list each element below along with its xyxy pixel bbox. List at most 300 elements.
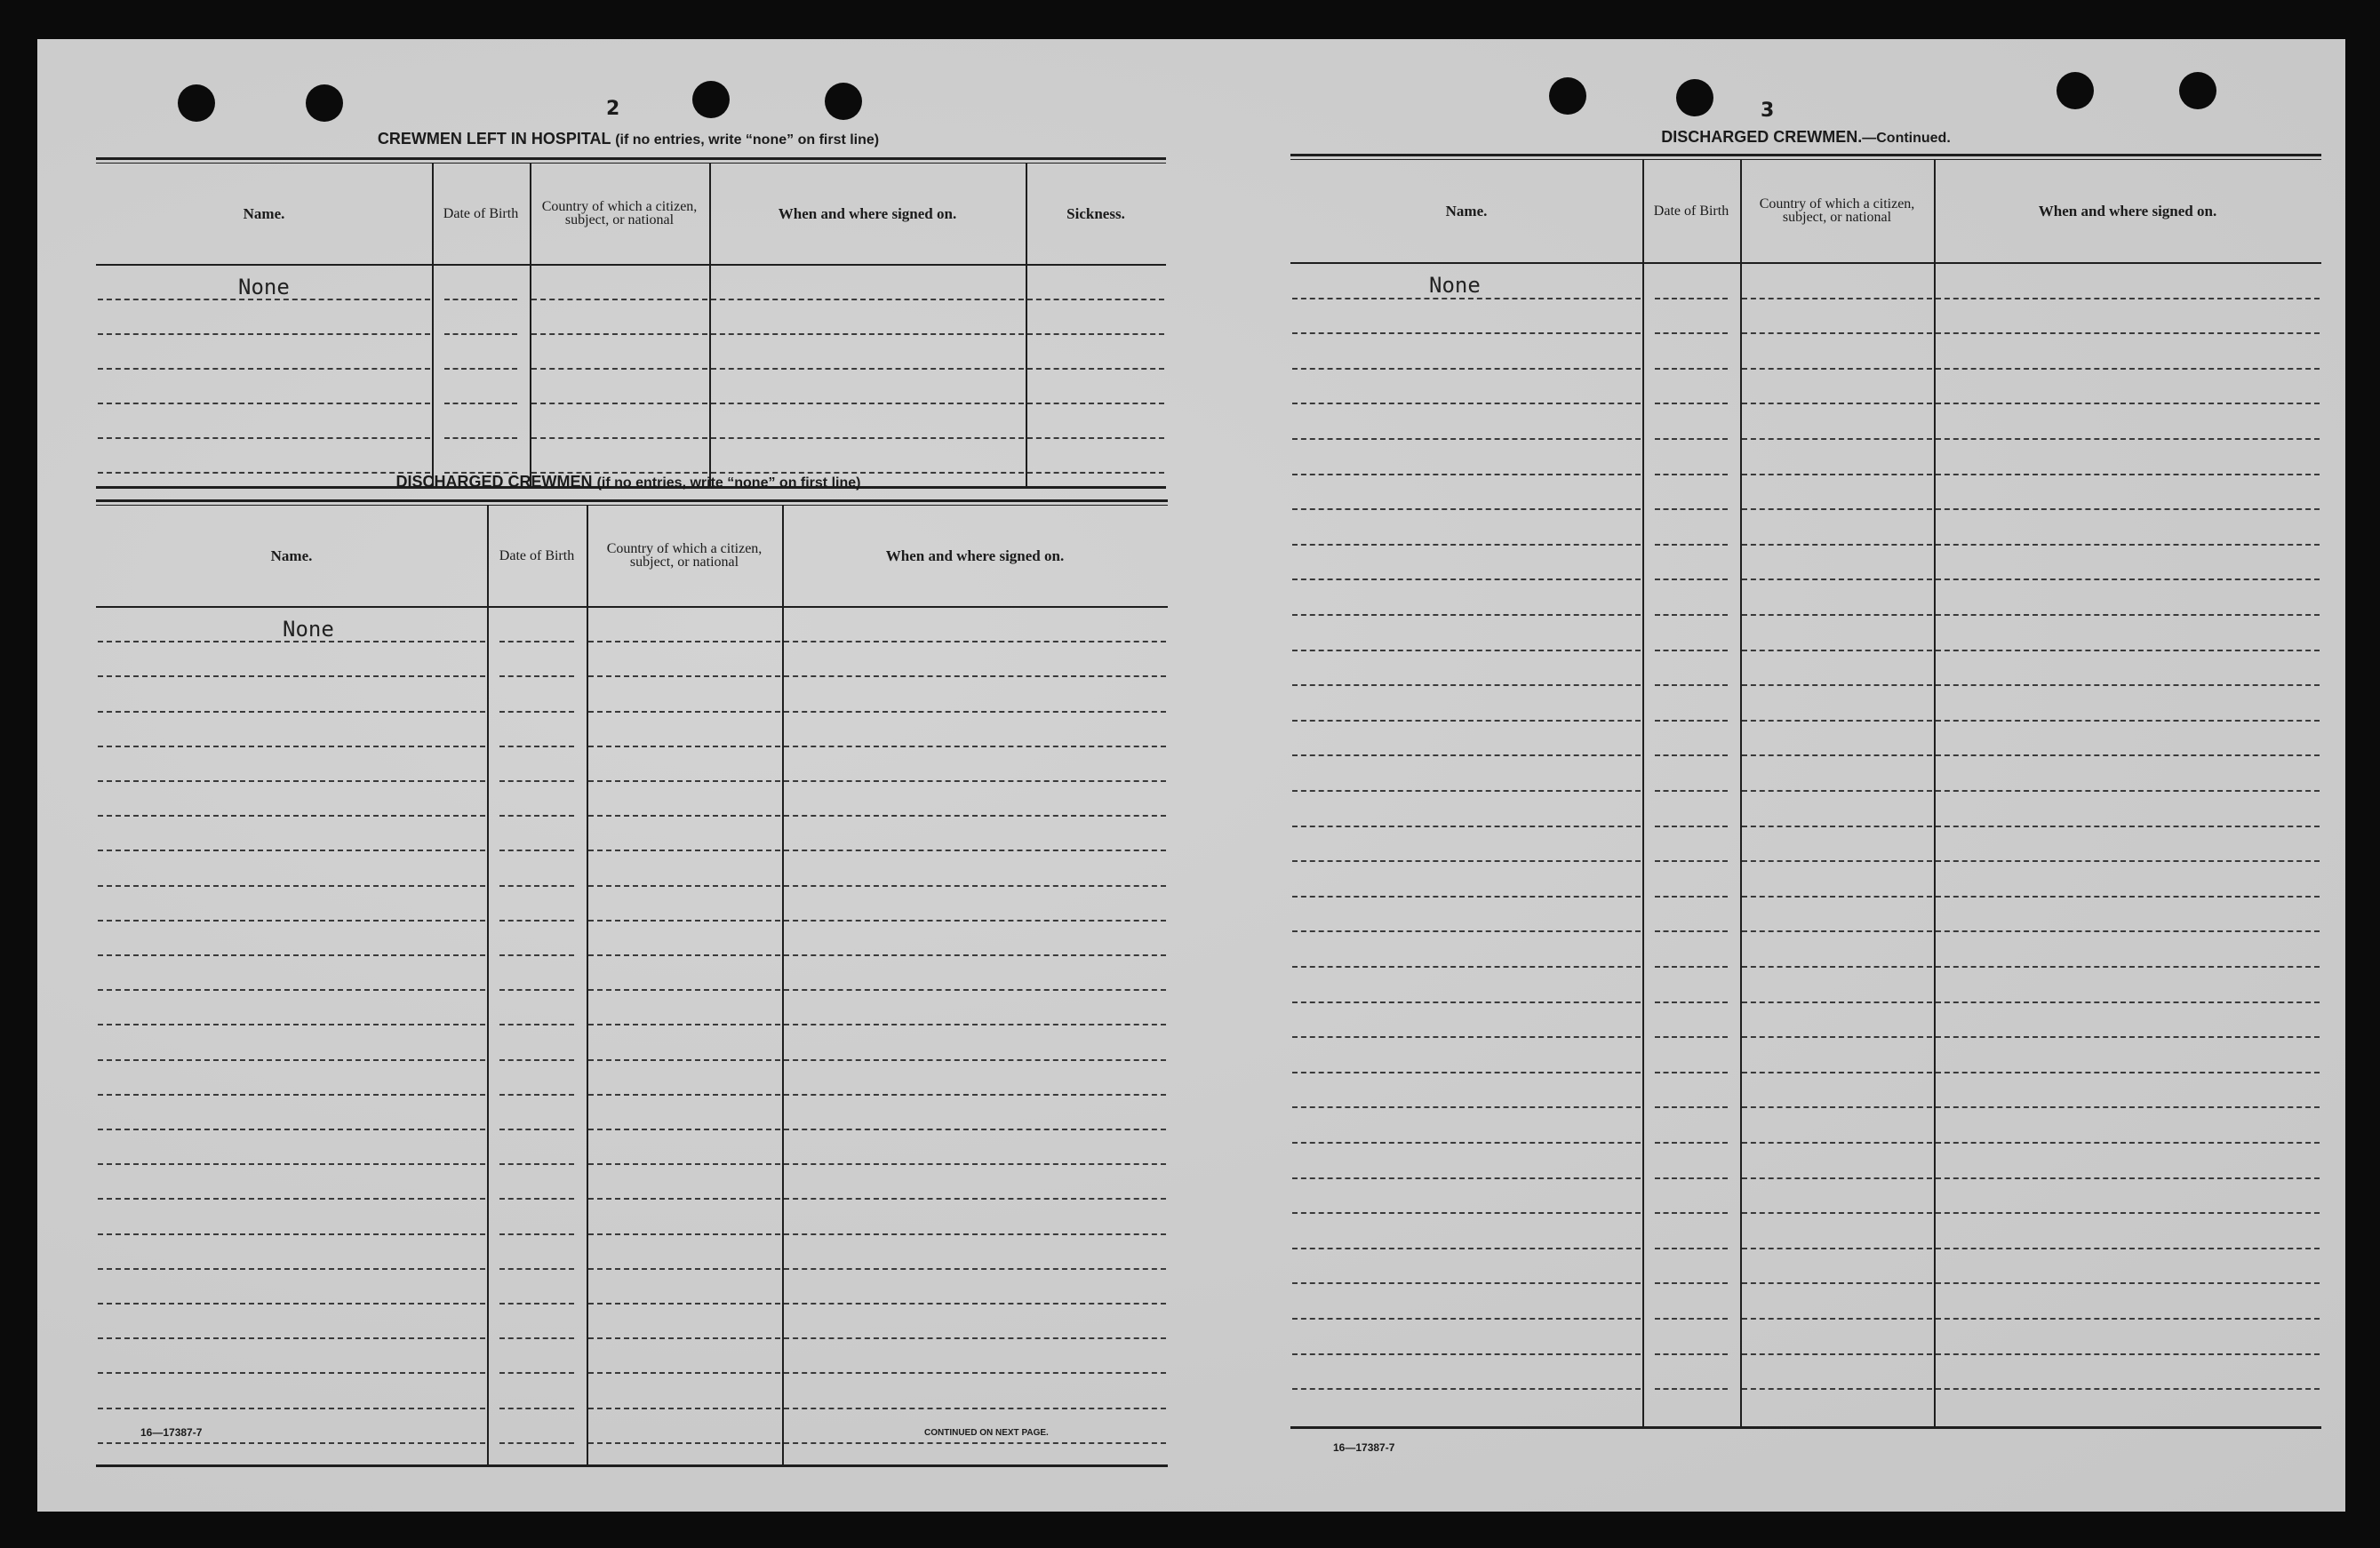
entry-line [1292, 1106, 1641, 1108]
column-divider [487, 505, 489, 1466]
entry-line [1936, 1142, 2320, 1144]
entry-line [1655, 720, 1728, 722]
entry-line [784, 1337, 1166, 1339]
entry-line [1742, 1318, 1932, 1320]
entry-line [588, 954, 780, 956]
first-entry: None [1429, 273, 1481, 298]
entry-line [1936, 1212, 2320, 1214]
entry-line [1655, 1142, 1728, 1144]
entry-line [1292, 579, 1641, 580]
entry-line [1742, 1001, 1932, 1003]
entry-line [588, 1442, 780, 1444]
entry-line [588, 1233, 780, 1235]
entry-line [1742, 579, 1932, 580]
entry-line [1742, 826, 1932, 827]
entry-line [1742, 332, 1932, 334]
entry-line [588, 920, 780, 922]
column-divider [432, 163, 434, 488]
entry-line [1936, 438, 2320, 440]
entry-line [1655, 930, 1728, 932]
entry-line [1292, 438, 1641, 440]
entry-line [1292, 966, 1641, 968]
entry-line [1936, 1177, 2320, 1179]
entry-line [1655, 1318, 1728, 1320]
entry-line [1742, 1248, 1932, 1249]
entry-line [499, 1408, 574, 1409]
column-header: Date of Birth [499, 547, 575, 563]
entry-line [1742, 1388, 1932, 1390]
entry-line [499, 989, 574, 991]
entry-line [588, 1129, 780, 1130]
punch-hole [692, 81, 730, 118]
entry-line [1742, 1353, 1932, 1355]
entry-line [499, 1163, 574, 1165]
entry-line [1742, 896, 1932, 898]
entry-line [588, 1408, 780, 1409]
punch-hole [1676, 79, 1713, 116]
first-entry: None [238, 275, 290, 299]
entry-line [1292, 826, 1641, 827]
column-divider [1026, 163, 1027, 488]
entry-line [1292, 720, 1641, 722]
entry-line [1936, 896, 2320, 898]
entry-line [1936, 754, 2320, 756]
page-number: 3 [1761, 100, 1775, 122]
entry-line [1655, 896, 1728, 898]
entry-line [784, 675, 1166, 677]
top-rule [96, 157, 1166, 160]
continued-note: CONTINUED ON NEXT PAGE. [924, 1428, 1049, 1438]
page-number: 2 [606, 98, 620, 120]
column-header: When and where signed on. [778, 204, 957, 222]
entry-line [784, 1303, 1166, 1305]
column-header: When and where signed on. [2038, 202, 2217, 219]
entry-line [711, 368, 1024, 370]
entry-line [1742, 720, 1932, 722]
entry-line [1292, 1072, 1641, 1073]
hospital-section-title [95, 130, 1162, 148]
entry-line [711, 403, 1024, 404]
entry-line [588, 815, 780, 817]
entry-line [1936, 368, 2320, 370]
entry-line [1655, 474, 1728, 475]
entry-line [499, 1233, 574, 1235]
entry-line [1655, 684, 1728, 686]
entry-line [531, 403, 707, 404]
entry-line [1742, 1142, 1932, 1144]
entry-line [1292, 1001, 1641, 1003]
entry-line [1292, 790, 1641, 792]
entry-line [1655, 1036, 1728, 1038]
column-header: When and where signed on. [885, 547, 1065, 564]
punch-hole [2057, 72, 2094, 109]
column-divider [530, 163, 531, 488]
entry-line [499, 1442, 574, 1444]
entry-line [1742, 1072, 1932, 1073]
entry-line [784, 954, 1166, 956]
entry-line [499, 641, 574, 642]
entry-line [499, 850, 574, 851]
entry-line [444, 368, 517, 370]
header-rule [96, 606, 1168, 608]
entry-line [1742, 403, 1932, 404]
entry-line [588, 1268, 780, 1270]
entry-line [588, 780, 780, 782]
entry-line [98, 333, 430, 335]
entry-line [1742, 1177, 1932, 1179]
entry-line [98, 1442, 485, 1444]
entry-line [1936, 508, 2320, 510]
entry-line [1936, 403, 2320, 404]
entry-line [1655, 579, 1728, 580]
entry-line [499, 780, 574, 782]
entry-line [784, 1163, 1166, 1165]
entry-line [531, 368, 707, 370]
entry-line [1292, 508, 1641, 510]
entry-line [784, 1442, 1166, 1444]
entry-line [784, 885, 1166, 887]
entry-line [1655, 1388, 1728, 1390]
entry-line [98, 1059, 485, 1061]
entry-line [588, 1198, 780, 1200]
header-rule [96, 264, 1166, 266]
entry-line [444, 437, 517, 439]
entry-line [1655, 1353, 1728, 1355]
punch-hole [2179, 72, 2216, 109]
entry-line [588, 641, 780, 642]
entry-line [98, 368, 430, 370]
entry-line [1742, 1282, 1932, 1284]
entry-line [1936, 826, 2320, 827]
entry-line [1027, 333, 1164, 335]
entry-line [588, 711, 780, 713]
punch-hole [825, 83, 862, 120]
entry-line [444, 299, 517, 300]
entry-line [1742, 790, 1932, 792]
entry-line [588, 850, 780, 851]
entry-line [98, 780, 485, 782]
top-rule [96, 163, 1166, 164]
punch-hole [178, 84, 215, 122]
entry-line [1936, 1106, 2320, 1108]
entry-line [784, 1059, 1166, 1061]
entry-line [444, 333, 517, 335]
entry-line [1655, 332, 1728, 334]
entry-line [98, 746, 485, 747]
column-divider [1934, 159, 1936, 1428]
entry-line [98, 920, 485, 922]
entry-line [499, 885, 574, 887]
entry-line [1292, 930, 1641, 932]
entry-line [98, 1337, 485, 1339]
entry-line [1655, 826, 1728, 827]
entry-line [1027, 299, 1164, 300]
entry-line [588, 1024, 780, 1025]
column-header: Name. [1445, 202, 1488, 219]
entry-line [784, 815, 1166, 817]
entry-line [784, 1024, 1166, 1025]
bottom-rule [1290, 1426, 2321, 1429]
entry-line [1742, 1036, 1932, 1038]
entry-line [1742, 614, 1932, 616]
entry-line [784, 780, 1166, 782]
scanned-document [37, 39, 2345, 1512]
entry-line [1292, 403, 1641, 404]
column-divider [1740, 159, 1742, 1428]
entry-line [499, 1337, 574, 1339]
entry-line [784, 746, 1166, 747]
entry-line [1292, 544, 1641, 546]
entry-line [711, 299, 1024, 300]
entry-line [1742, 508, 1932, 510]
entry-line [1936, 579, 2320, 580]
entry-line [499, 815, 574, 817]
entry-line [499, 1372, 574, 1374]
entry-line [98, 815, 485, 817]
entry-line [98, 711, 485, 713]
entry-line [1655, 368, 1728, 370]
entry-line [1027, 403, 1164, 404]
entry-line [1655, 403, 1728, 404]
entry-line [1292, 1142, 1641, 1144]
entry-line [1655, 1177, 1728, 1179]
right-page [1193, 39, 2345, 1512]
entry-line [98, 1268, 485, 1270]
entry-line [1655, 614, 1728, 616]
entry-line [499, 1129, 574, 1130]
entry-line [588, 1303, 780, 1305]
entry-line [1655, 1072, 1728, 1073]
entry-line [1292, 614, 1641, 616]
entry-line [98, 1094, 485, 1096]
entry-line [784, 1233, 1166, 1235]
entry-line [98, 437, 430, 439]
discharged-continued-table [1290, 154, 2321, 1430]
entry-line [98, 675, 485, 677]
column-divider [782, 505, 784, 1466]
column-header: Sickness. [1066, 204, 1125, 222]
entry-line [1936, 684, 2320, 686]
hospital-title-note: (if no entries, write “none” on first line) [615, 132, 880, 148]
entry-line [1936, 966, 2320, 968]
entry-line [1742, 544, 1932, 546]
entry-line [1292, 684, 1641, 686]
entry-line [98, 1408, 485, 1409]
entry-line [1936, 1072, 2320, 1073]
punch-hole [306, 84, 343, 122]
entry-line [98, 850, 485, 851]
entry-line [1292, 650, 1641, 651]
entry-line [1742, 474, 1932, 475]
entry-line [1936, 1001, 2320, 1003]
entry-line [784, 850, 1166, 851]
entry-line [499, 1024, 574, 1025]
entry-line [1936, 1318, 2320, 1320]
entry-line [784, 1372, 1166, 1374]
entry-line [98, 403, 430, 404]
entry-line [98, 954, 485, 956]
entry-line [1936, 474, 2320, 475]
entry-line [1292, 896, 1641, 898]
entry-line [1936, 614, 2320, 616]
entry-line [499, 675, 574, 677]
entry-line [499, 1094, 574, 1096]
entry-line [1292, 1282, 1641, 1284]
entry-line [1742, 754, 1932, 756]
entry-line [1655, 544, 1728, 546]
entry-line [1292, 1353, 1641, 1355]
entry-line [784, 711, 1166, 713]
entry-line [588, 675, 780, 677]
entry-line [1936, 544, 2320, 546]
entry-line [1936, 332, 2320, 334]
entry-line [499, 920, 574, 922]
column-header: Name. [243, 204, 285, 222]
entry-line [1292, 1212, 1641, 1214]
entry-line [98, 1198, 485, 1200]
entry-line [1292, 332, 1641, 334]
entry-line [1292, 860, 1641, 862]
entry-line [1655, 1106, 1728, 1108]
form-number: 16—17387-7 [140, 1426, 203, 1439]
column-header: Date of Birth [1653, 203, 1729, 219]
entry-line [1742, 298, 1932, 299]
entry-line [98, 1024, 485, 1025]
entry-line [1655, 790, 1728, 792]
entry-line [98, 885, 485, 887]
entry-line [1936, 1353, 2320, 1355]
discharged-continued-title [1290, 128, 2321, 147]
entry-line [588, 885, 780, 887]
entry-line [1655, 754, 1728, 756]
entry-line [1655, 1001, 1728, 1003]
entry-line [1292, 368, 1641, 370]
entry-line [1742, 650, 1932, 651]
entry-line [1936, 790, 2320, 792]
entry-line [1292, 1036, 1641, 1038]
entry-line [1742, 438, 1932, 440]
entry-line [1742, 966, 1932, 968]
entry-line [531, 333, 707, 335]
entry-line [1742, 930, 1932, 932]
entry-line [98, 989, 485, 991]
top-rule [1290, 154, 2321, 156]
discharged-section-title [95, 473, 1162, 491]
entry-line [98, 1129, 485, 1130]
entry-line [1742, 368, 1932, 370]
entry-line [1655, 1248, 1728, 1249]
first-entry: None [283, 617, 334, 642]
entry-line [711, 333, 1024, 335]
entry-line [784, 1129, 1166, 1130]
entry-line [98, 1372, 485, 1374]
entry-line [1655, 1212, 1728, 1214]
entry-line [1742, 1212, 1932, 1214]
entry-line [499, 1303, 574, 1305]
column-header: Name. [270, 547, 313, 564]
entry-line [588, 746, 780, 747]
top-rule [1290, 159, 2321, 160]
entry-line [1292, 1318, 1641, 1320]
entry-line [1936, 720, 2320, 722]
entry-line [1936, 1282, 2320, 1284]
entry-line [1742, 860, 1932, 862]
entry-line [784, 1268, 1166, 1270]
entry-line [1655, 860, 1728, 862]
entry-line [1936, 930, 2320, 932]
entry-line [784, 989, 1166, 991]
column-header: Country of which a citizen, subject, or national [606, 541, 763, 570]
entry-line [98, 1163, 485, 1165]
entry-line [1936, 1248, 2320, 1249]
entry-line [588, 1337, 780, 1339]
entry-line [1655, 966, 1728, 968]
column-header: Country of which a citizen, subject, or national [541, 199, 698, 227]
entry-line [1936, 1388, 2320, 1390]
column-header: Date of Birth [443, 205, 519, 221]
entry-line [531, 437, 707, 439]
entry-line [588, 1163, 780, 1165]
entry-line [784, 1094, 1166, 1096]
discharged-table [96, 499, 1168, 1468]
entry-line [499, 1268, 574, 1270]
top-rule [96, 499, 1168, 502]
entry-line [588, 1059, 780, 1061]
entry-line [711, 437, 1024, 439]
entry-line [1027, 437, 1164, 439]
entry-line [1292, 754, 1641, 756]
entry-line [784, 641, 1166, 642]
continued-title-text: DISCHARGED CREWMEN. [1661, 128, 1863, 146]
entry-line [1655, 508, 1728, 510]
entry-line [531, 299, 707, 300]
column-header: Country of which a citizen, subject, or national [1759, 196, 1915, 225]
entry-line [1292, 474, 1641, 475]
entry-line [588, 1094, 780, 1096]
left-page [37, 39, 1184, 1512]
entry-line [98, 1233, 485, 1235]
entry-line [1655, 438, 1728, 440]
entry-line [1936, 1036, 2320, 1038]
entry-line [1936, 650, 2320, 651]
entry-line [588, 989, 780, 991]
entry-line [1655, 298, 1728, 299]
header-rule [1290, 262, 2321, 264]
discharged-title-note: (if no entries, write “none” on first line) [596, 475, 861, 491]
form-number: 16—17387-7 [1333, 1441, 1395, 1454]
entry-line [1936, 298, 2320, 299]
column-divider [709, 163, 711, 488]
hospital-title-text: CREWMEN LEFT IN HOSPITAL [377, 130, 611, 148]
entry-line [784, 1198, 1166, 1200]
entry-line [499, 711, 574, 713]
entry-line [98, 1303, 485, 1305]
column-divider [587, 505, 588, 1466]
entry-line [499, 954, 574, 956]
punch-hole [1549, 77, 1586, 115]
entry-line [1655, 650, 1728, 651]
entry-line [1936, 860, 2320, 862]
discharged-title-text: DISCHARGED CREWMEN [395, 473, 593, 491]
continued-title-suffix: —Continued. [1862, 131, 1951, 146]
entry-line [444, 403, 517, 404]
entry-line [499, 1198, 574, 1200]
entry-line [1292, 1248, 1641, 1249]
entry-line [499, 746, 574, 747]
hospital-table [96, 157, 1166, 490]
entry-line [1742, 684, 1932, 686]
entry-line [1742, 1106, 1932, 1108]
